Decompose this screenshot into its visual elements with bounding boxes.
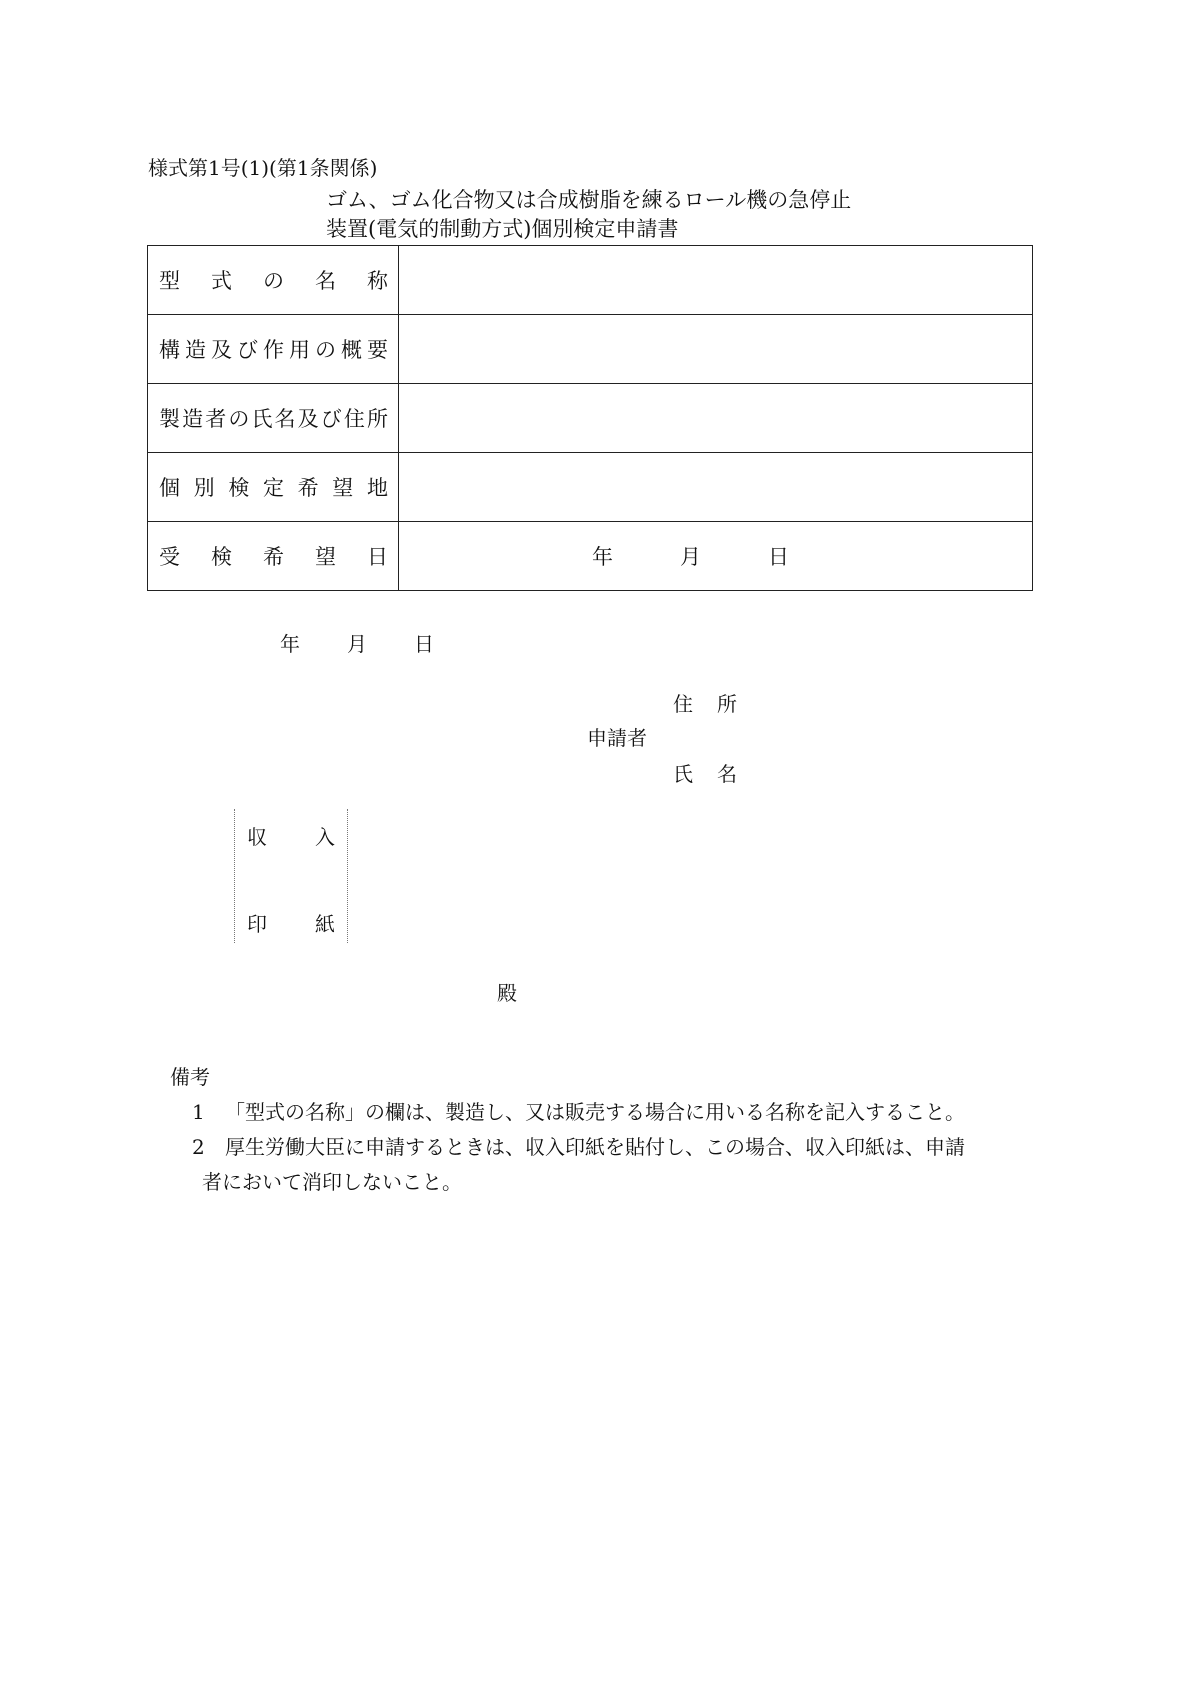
- label-char: 名: [315, 269, 336, 293]
- addressee-suffix: 殿: [497, 981, 517, 1005]
- label-char: 概: [341, 338, 362, 362]
- application-date-day: 日: [414, 632, 434, 656]
- label-char: 地: [366, 476, 388, 500]
- label-char: び: [237, 338, 258, 362]
- application-date-month: 月: [347, 632, 367, 656]
- note-number: 1: [192, 1100, 205, 1124]
- label-char: 氏: [673, 762, 693, 786]
- label-char: 日: [367, 545, 388, 569]
- manufacturer-field[interactable]: [399, 384, 1033, 453]
- label-char: 別: [193, 476, 215, 500]
- label-char: 名: [274, 407, 296, 431]
- table-row: [148, 315, 1033, 384]
- document-title-line-1: ゴム、ゴム化合物又は合成樹脂を練るロール機の急停止: [326, 188, 852, 212]
- label-char: 所: [717, 692, 737, 716]
- label-char: 名: [717, 762, 737, 786]
- form-number: 様式第1号(1)(第1条関係): [148, 156, 378, 180]
- label-char: 印: [247, 912, 267, 936]
- label-char: 住: [343, 407, 365, 431]
- note-item: [192, 1096, 965, 1125]
- exam-date-field[interactable]: [399, 522, 1033, 591]
- applicant-name-label: [673, 758, 737, 787]
- label-char: 希: [263, 545, 284, 569]
- label-char: 型: [159, 269, 180, 293]
- label-char: 個: [159, 476, 180, 500]
- label-char: 定: [262, 476, 284, 500]
- label-char: 者: [205, 407, 227, 431]
- label-char: 受: [159, 545, 180, 569]
- label-char: 及: [211, 338, 232, 362]
- manufacturer-label: [148, 384, 399, 453]
- revenue-stamp-box: [234, 809, 348, 943]
- label-char: 望: [315, 545, 336, 569]
- revenue-stamp-top: [247, 821, 335, 850]
- table-row: [148, 246, 1033, 315]
- label-char: の: [263, 269, 284, 293]
- application-table: [147, 245, 1033, 591]
- label-char: 用: [289, 338, 310, 362]
- note-text: 「型式の名称」の欄は、製造し、又は販売する場合に用いる名称を記入すること。: [225, 1100, 965, 1124]
- note-text: 厚生労働大臣に申請するときは、収入印紙を貼付し、この場合、収入印紙は、申請: [225, 1135, 965, 1159]
- label-char: 製: [159, 407, 180, 431]
- label-char: 住: [673, 692, 693, 716]
- document-title-line-2: 装置(電気的制動方式)個別検定申請書: [326, 217, 679, 241]
- label-char: 望: [332, 476, 354, 500]
- label-char: 所: [366, 407, 388, 431]
- model-name-field[interactable]: [399, 246, 1033, 315]
- label-char: の: [228, 407, 250, 431]
- label-char: 式: [211, 269, 232, 293]
- notes-heading: 備考: [170, 1065, 210, 1089]
- inspection-location-field[interactable]: [399, 453, 1033, 522]
- model-name-label: [148, 246, 399, 315]
- label-char: の: [315, 338, 336, 362]
- application-date: [280, 628, 481, 657]
- table-row: [148, 453, 1033, 522]
- label-char: 造: [182, 407, 204, 431]
- label-char: 作: [263, 338, 284, 362]
- label-char: 検: [211, 545, 232, 569]
- label-char: び: [320, 407, 342, 431]
- applicant-address-label: [673, 688, 737, 717]
- revenue-stamp-bottom: [247, 908, 335, 937]
- label-char: 構: [159, 338, 180, 362]
- label-char: 検: [228, 476, 250, 500]
- label-char: 収: [247, 825, 267, 849]
- label-char: 希: [297, 476, 319, 500]
- note-item: [192, 1131, 965, 1160]
- inspection-location-label: [148, 453, 399, 522]
- label-char: 入: [315, 825, 335, 849]
- exam-date-day: 日: [768, 545, 789, 569]
- label-char: 氏: [251, 407, 273, 431]
- structure-summary-label: [148, 315, 399, 384]
- table-row: [148, 384, 1033, 453]
- note-continuation: 者において消印しないこと。: [202, 1170, 462, 1194]
- exam-date-year: 年: [592, 545, 613, 569]
- exam-date-month: 月: [680, 545, 701, 569]
- label-char: 紙: [315, 912, 335, 936]
- note-number: 2: [192, 1135, 205, 1159]
- label-char: 及: [297, 407, 319, 431]
- applicant-label: 申請者: [587, 726, 647, 750]
- exam-date-label: [148, 522, 399, 591]
- label-char: 造: [185, 338, 206, 362]
- application-date-year: 年: [280, 632, 300, 656]
- label-char: 称: [367, 269, 388, 293]
- table-row: [148, 522, 1033, 591]
- structure-summary-field[interactable]: [399, 315, 1033, 384]
- label-char: 要: [367, 338, 388, 362]
